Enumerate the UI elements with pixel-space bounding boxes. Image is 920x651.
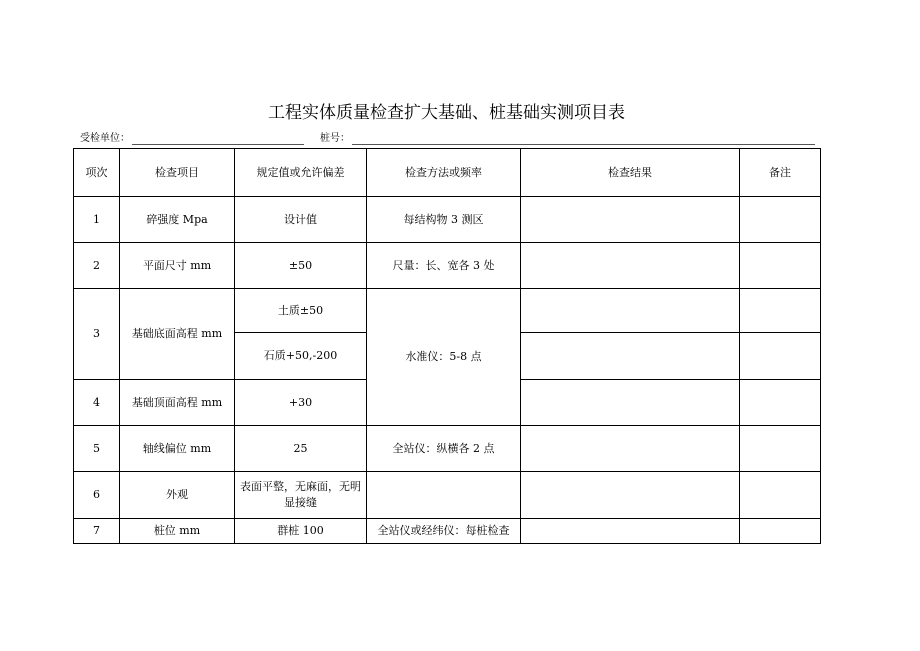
- inspection-result-cell: [521, 380, 740, 426]
- remark-cell: [740, 333, 821, 380]
- header-inspection-result: 检查结果: [521, 149, 740, 197]
- header-inspection-method: 检查方法或频率: [367, 149, 521, 197]
- inspection-item-cell: 平面尺寸 mm: [120, 243, 235, 289]
- item-number-cell: 2: [74, 243, 120, 289]
- document-title: 工程实体质量检查扩大基础、桩基础实测项目表: [268, 103, 625, 123]
- inspection-result-cell: [521, 289, 740, 333]
- inspection-result-cell: [521, 243, 740, 289]
- pile-number-label: 桩号：: [320, 133, 350, 144]
- remark-cell: [740, 380, 821, 426]
- specified-value-cell: 25: [235, 426, 367, 472]
- inspected-unit-blank-line: [132, 134, 304, 145]
- inspection-result-cell: [521, 472, 740, 519]
- item-number-cell: 1: [74, 197, 120, 243]
- inspection-result-cell: [521, 197, 740, 243]
- inspection-method-merged-cell: 水准仪：5-8 点: [367, 289, 521, 426]
- inspection-method-cell: 全站仪：纵横各 2 点: [367, 426, 521, 472]
- inspection-table: [73, 148, 821, 544]
- inspection-item-cell: 碎强度 Mpa: [120, 197, 235, 243]
- inspection-item-cell: 基础顶面高程 mm: [120, 380, 235, 426]
- specified-value-cell: ±50: [235, 243, 367, 289]
- remark-cell: [740, 426, 821, 472]
- inspection-method-cell: 尺量：长、宽各 3 处: [367, 243, 521, 289]
- header-remark: 备注: [740, 149, 821, 197]
- remark-cell: [740, 519, 821, 544]
- table-row: [74, 519, 821, 544]
- table-row: [74, 243, 821, 289]
- remark-cell: [740, 197, 821, 243]
- item-number-cell: 6: [74, 472, 120, 519]
- inspection-item-cell: 桩位 mm: [120, 519, 235, 544]
- item-number-cell: 7: [74, 519, 120, 544]
- inspection-method-cell: 每结构物 3 测区: [367, 197, 521, 243]
- specified-value-cell: 设计值: [235, 197, 367, 243]
- inspection-method-cell: [367, 472, 521, 519]
- inspection-info-line: [80, 133, 815, 145]
- inspection-result-cell: [521, 519, 740, 544]
- header-specified-value: 规定值或允许偏差: [235, 149, 367, 197]
- header-item-number: 项次: [74, 149, 120, 197]
- specified-value-soil-cell: 土质±50: [235, 289, 367, 333]
- table-row: [74, 197, 821, 243]
- inspection-result-cell: [521, 426, 740, 472]
- pile-number-blank-line: [352, 134, 815, 145]
- specified-value-cell: +30: [235, 380, 367, 426]
- table-header-row: [74, 149, 821, 197]
- inspection-method-cell: 全站仪或经纬仪：每桩检查: [367, 519, 521, 544]
- remark-cell: [740, 243, 821, 289]
- item-number-cell: 5: [74, 426, 120, 472]
- specified-value-cell: 表面平整，无麻面，无明显接缝: [235, 472, 367, 519]
- inspection-item-cell: 轴线偏位 mm: [120, 426, 235, 472]
- remark-cell: [740, 289, 821, 333]
- inspection-item-cell: 外观: [120, 472, 235, 519]
- inspection-item-cell: 基础底面高程 mm: [120, 289, 235, 380]
- table-row: [74, 289, 821, 333]
- specified-value-cell: 群桩 100: [235, 519, 367, 544]
- inspection-result-cell: [521, 333, 740, 380]
- item-number-cell: 4: [74, 380, 120, 426]
- header-inspection-item: 检查项目: [120, 149, 235, 197]
- table-row: [74, 472, 821, 519]
- remark-cell: [740, 472, 821, 519]
- specified-value-rock-cell: 石质+50,-200: [235, 333, 367, 380]
- item-number-cell: 3: [74, 289, 120, 380]
- table-row: [74, 426, 821, 472]
- inspected-unit-label: 受检单位：: [80, 133, 130, 144]
